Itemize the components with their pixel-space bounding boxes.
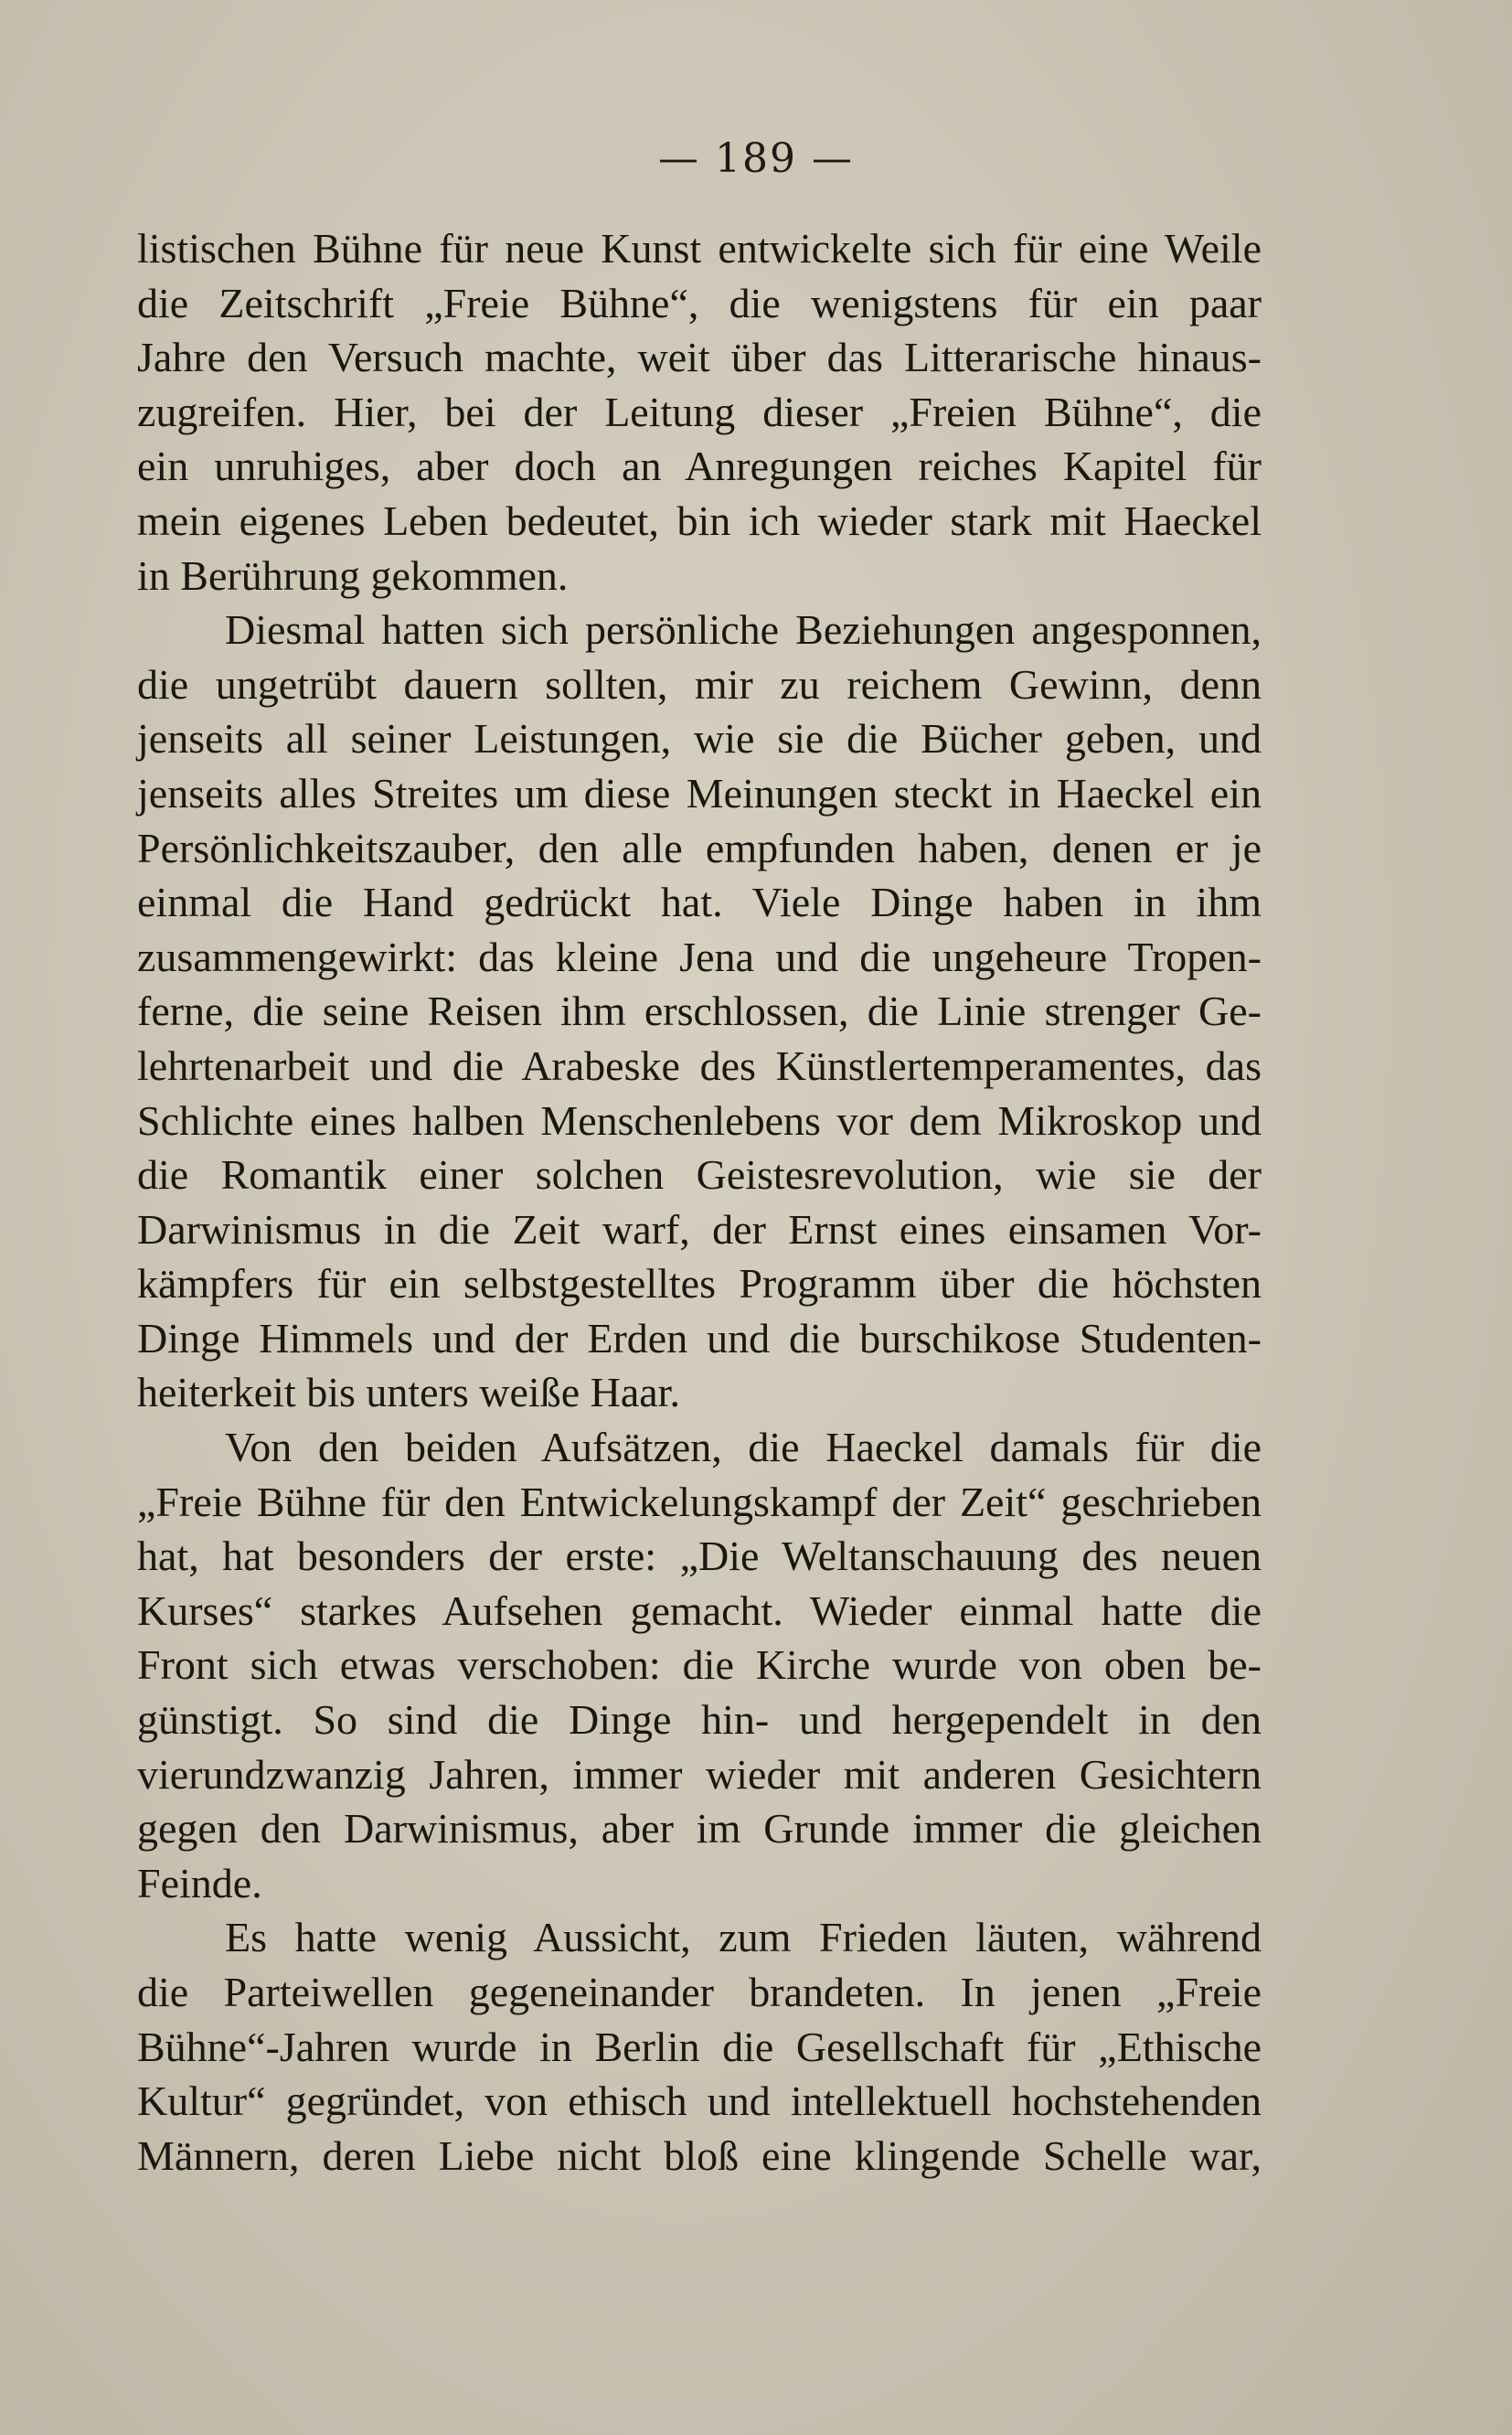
text-line: Diesmal hatten sich persönliche Beziehungen angesponnen, — [225, 606, 1262, 654]
text-line: Schlichte eines halben Menschenlebens vor dem Mikroskop und — [137, 1096, 1262, 1144]
text-line: vierundzwanzig Jahren, immer wieder mit anderen Gesichtern — [137, 1750, 1262, 1798]
page-number: — 189 — — [658, 135, 854, 182]
text-line: zugreifen. Hier, bei der Leitung dieser „Freien Bühne“, die — [137, 388, 1262, 435]
text-line: Kurses“ starkes Aufsehen gemacht. Wieder einmal hatte die — [137, 1586, 1262, 1634]
text-line: die Parteiwellen gegeneinander brandeten. In jenen „Freie — [137, 1969, 1262, 2015]
text-line: ein unruhiges, aber doch an Anregungen reiches Kapitel für — [137, 443, 1262, 490]
text-line: Front sich etwas verschoben: die Kirche wurde von oben be- — [137, 1641, 1262, 1689]
text-line: listischen Bühne für neue Kunst entwickelte sich für eine Weile — [137, 225, 1262, 272]
text-line: kämpfers für ein selbstgestelltes Programm über die höchsten — [137, 1260, 1262, 1308]
body-text — [137, 221, 1262, 2183]
text-line: mein eigenes Leben bedeutet, bin ich wieder stark mit Haeckel — [137, 497, 1262, 544]
text-line: die ungetrübt dauern sollten, mir zu reichem Gewinn, denn — [137, 660, 1262, 708]
text-line: gegen den Darwinismus, aber im Grunde immer die gleichen — [137, 1805, 1262, 1853]
text-line: „Freie Bühne für den Entwickelungskampf der Zeit“ geschrieben — [137, 1478, 1262, 1525]
text-line: lehrtenarbeit und die Arabeske des Künstlertemperamentes, das — [137, 1041, 1262, 1089]
text-line: Männern, deren Liebe nicht bloß eine klingende Schelle war, — [137, 2131, 1262, 2179]
text-line: Darwinismus in die Zeit warf, der Ernst eines einsamen Vor- — [137, 1205, 1262, 1253]
text-line: die Romantik einer solchen Geistesrevolution, wie sie der — [137, 1151, 1262, 1199]
text-line: Jahre den Versuch machte, weit über das Litterarische hinaus- — [137, 334, 1262, 381]
text-line: in Berührung gekommen. — [137, 551, 569, 599]
text-line: hat, hat besonders der erste: „Die Weltanschauung des neuen — [137, 1533, 1262, 1580]
text-line: Persönlichkeitszauber, den alle empfunden haben, denen er je — [137, 824, 1262, 871]
text-line: einmal die Hand gedrückt hat. Viele Dinge haben in ihm — [137, 879, 1262, 926]
text-line: ferne, die seine Reisen ihm erschlossen, die Linie strenger Ge- — [137, 988, 1262, 1035]
text-line: Von den beiden Aufsätzen, die Haeckel damals für die — [225, 1424, 1262, 1471]
text-line: zusammengewirkt: das kleine Jena und die ungeheure Tropen- — [137, 933, 1262, 980]
text-line: Feinde. — [137, 1859, 262, 1906]
text-line: Bühne“-Jahren wurde in Berlin die Gesellschaft für „Ethische — [137, 2023, 1262, 2070]
text-line: günstigt. So sind die Dinge hin- und hergependelt in den — [137, 1696, 1262, 1744]
text-line: Es hatte wenig Aussicht, zum Frieden läuten, während — [225, 1914, 1262, 1961]
text-line: die Zeitschrift „Freie Bühne“, die wenigstens für ein paar — [137, 279, 1262, 326]
text-line: heiterkeit bis unters weiße Haar. — [137, 1369, 680, 1416]
text-line: jenseits all seiner Leistungen, wie sie die Bücher geben, und — [137, 715, 1262, 763]
text-line: jenseits alles Streites um diese Meinungen steckt in Haeckel ein — [137, 769, 1262, 817]
text-line: Dinge Himmels und der Erden und die burschikose Studenten- — [137, 1314, 1262, 1362]
text-line: Kultur“ gegründet, von ethisch und intellektuell hochstehenden — [137, 2077, 1262, 2125]
